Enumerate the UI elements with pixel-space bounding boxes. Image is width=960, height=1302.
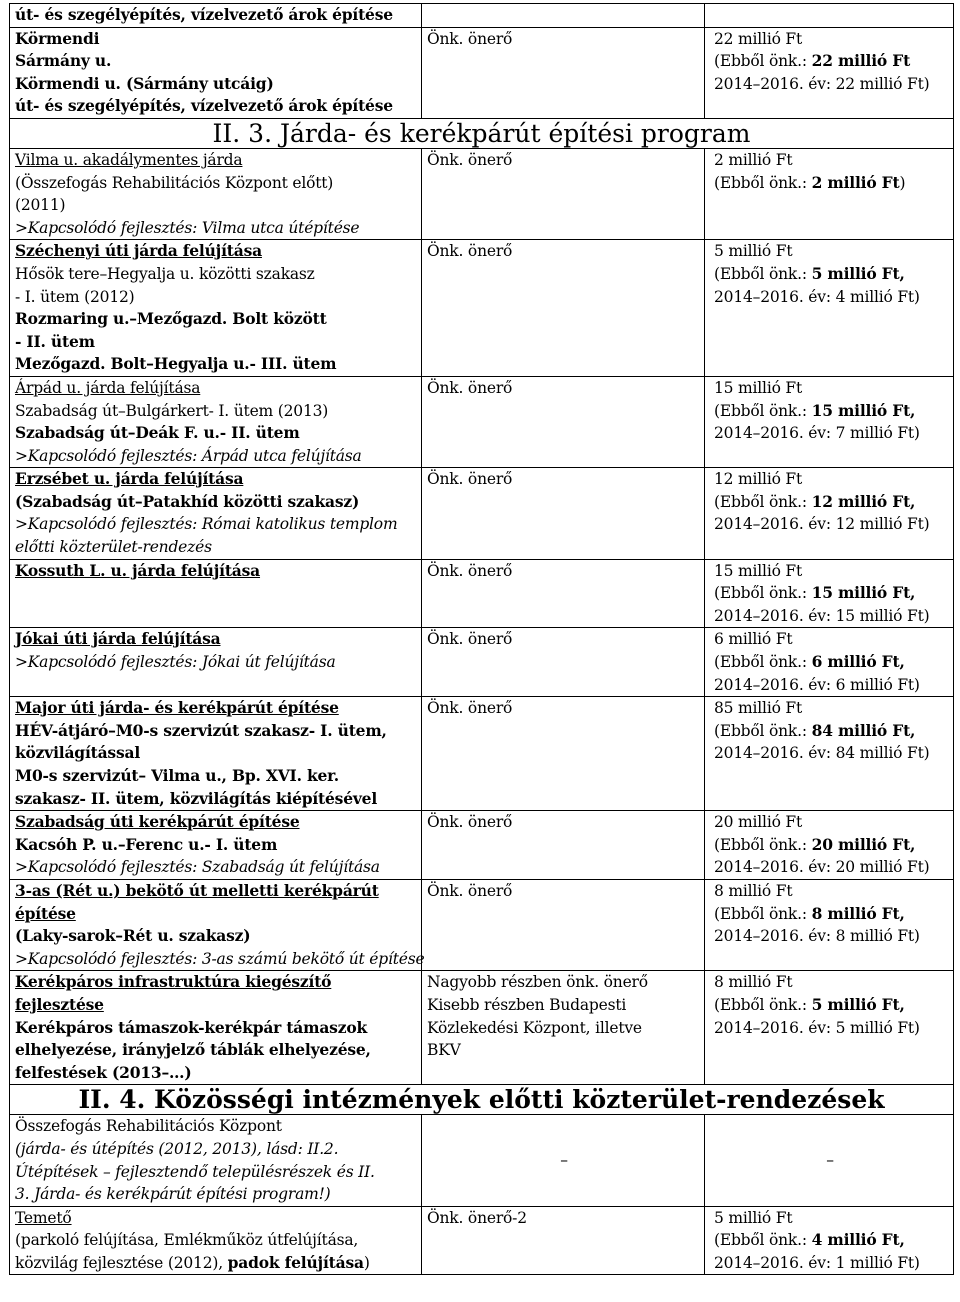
text-run: (járda- és útépítés (2012, 2013), lásd: II.2. (15, 1139, 339, 1158)
cell-line: Önk. önerő (427, 699, 513, 718)
table-row (10, 27, 954, 118)
funding-cell (422, 811, 705, 880)
text-run: Erzsébet u. járda felújítása (15, 469, 244, 489)
cell-line (714, 468, 950, 491)
table-row (10, 1115, 954, 1206)
cell-line (15, 1062, 418, 1085)
table-row (10, 376, 954, 467)
text-run: (Ebből önk.: (714, 52, 812, 71)
funding-cell (422, 468, 705, 559)
text-run: 2014–2016. év: 6 millió Ft) (714, 675, 920, 694)
text-run: HÉV-átjáró–M0-s szervizút szakasz- I. ütem, (15, 720, 387, 740)
text-run: előtti közterület-rendezés (15, 538, 212, 557)
development-plan-table (9, 3, 954, 1275)
text-run: Szabadság út–Bulgárkert- I. ütem (2013) (15, 401, 329, 420)
cell-line (15, 331, 418, 354)
text-run: (Ebből önk.: (714, 173, 812, 192)
cell-line (15, 1229, 418, 1252)
text-run: 2 millió Ft (714, 150, 793, 169)
cell-line (15, 377, 418, 400)
funding-cell (422, 971, 705, 1085)
cell-line (15, 468, 418, 491)
cell-line (15, 308, 418, 331)
cell-line (714, 1017, 950, 1040)
cell-line (15, 651, 418, 674)
text-run: (Ebből önk.: (714, 653, 812, 672)
text-run: felfestések (2013–…) (15, 1062, 192, 1082)
text-run: 3. Járda- és kerékpárút építési program!) (15, 1185, 331, 1204)
text-run: (Laky-sarok–Rét u. szakasz) (15, 926, 251, 946)
funding-cell (422, 376, 705, 467)
cell-line (714, 1252, 950, 1275)
text-run: Rozmaring u.–Mezőgazd. Bolt között (15, 309, 327, 329)
text-run: (2011) (15, 196, 66, 215)
text-run: Kerékpáros infrastruktúra kiegészítő (15, 972, 332, 992)
cell-line (714, 925, 950, 948)
text-run: 12 millió Ft, (811, 491, 916, 511)
cell-line (15, 1161, 418, 1184)
cell-line (714, 400, 950, 423)
text-run: >Kapcsolódó fejlesztés: Vilma utca útépítése (15, 218, 360, 237)
text-run: Szabadság úti kerékpárút építése (15, 812, 300, 832)
text-run: - II. ütem (15, 331, 95, 351)
text-run: 12 millió Ft (714, 470, 803, 489)
cell-line: Önk. önerő (427, 470, 513, 489)
text-run: 22 millió Ft (811, 51, 911, 71)
cost-cell (705, 27, 954, 118)
funding-cell (422, 559, 705, 628)
table-row (10, 4, 954, 28)
text-run: ) (899, 173, 906, 192)
text-run: >Kapcsolódó fejlesztés: Jókai út felújítása (15, 653, 336, 672)
cell-line (15, 491, 418, 514)
text-run: közvilág fejlesztése (2012), (15, 1253, 228, 1272)
text-run: (Összefogás Rehabilitációs Központ előtt) (15, 173, 334, 192)
cell-line: Önk. önerő (427, 150, 513, 169)
cell-line (15, 788, 418, 811)
cell-line (15, 1252, 418, 1275)
text-run: Mezőgazd. Bolt–Hegyalja u.- III. ütem (15, 354, 337, 374)
cell-line (15, 560, 418, 583)
cell-line (714, 491, 950, 514)
cell-line: Önk. önerő (427, 29, 513, 48)
cell-line (714, 720, 950, 743)
cost-cell (705, 628, 954, 697)
cell-line: Önk. önerő (427, 813, 513, 832)
cell-line (714, 560, 950, 583)
cost-cell (705, 697, 954, 811)
cell-line: út- és szegélyépítés, vízelvezető árok építése (15, 5, 393, 24)
cell-line (15, 811, 418, 834)
text-run: 2014–2016. év: 20 millió Ft) (714, 858, 930, 877)
funding-cell (422, 697, 705, 811)
text-run: Összefogás Rehabilitációs Központ (15, 1117, 282, 1136)
text-run: (Szabadság út–Patakhíd közötti szakasz) (15, 491, 360, 511)
cell-line (15, 903, 418, 926)
section-heading: II. 4. Közösségi intézmények előtti közterület-rendezések (10, 1085, 954, 1115)
cell-line (15, 353, 418, 376)
text-run: 15 millió Ft (714, 378, 803, 397)
cell-line (15, 445, 418, 468)
text-run: (Ebből önk.: (714, 401, 812, 420)
cell-line (15, 149, 418, 172)
cell-line (714, 605, 950, 628)
cost-cell (705, 879, 954, 970)
text-run: Kerékpáros támaszok-kerékpár támaszok (15, 1017, 367, 1037)
cell-line (15, 422, 418, 445)
table-row (10, 1206, 954, 1275)
cell-line (714, 811, 950, 834)
cost-cell (705, 1206, 954, 1275)
cell-line (15, 971, 418, 994)
funding-cell (422, 628, 705, 697)
cell-line: BKV (427, 1041, 461, 1060)
text-run: >Kapcsolódó fejlesztés: Árpád utca felújítása (15, 446, 362, 465)
project-cell (10, 376, 422, 467)
cell-line (15, 172, 418, 195)
text-run: 8 millió Ft (714, 973, 793, 992)
funding-cell (422, 27, 705, 118)
project-cell (10, 148, 422, 239)
text-run: (Ebből önk.: (714, 995, 812, 1014)
cell-line (15, 697, 418, 720)
text-run: 2014–2016. év: 7 millió Ft) (714, 424, 920, 443)
cost-cell: – (705, 1115, 954, 1206)
text-run: 2014–2016. év: 1 millió Ft) (714, 1253, 920, 1272)
text-run: 2 millió Ft (811, 172, 900, 192)
cell-line (714, 73, 950, 96)
text-run: fejlesztése (15, 994, 104, 1014)
text-run: Árpád u. járda felújítása (15, 378, 201, 397)
cell-line (714, 172, 950, 195)
text-run: 2014–2016. év: 84 millió Ft) (714, 744, 930, 763)
cell-line (714, 513, 950, 536)
text-run: 2014–2016. év: 12 millió Ft) (714, 515, 930, 534)
cell-line: Sármány u. (15, 51, 112, 71)
cell-line (15, 240, 418, 263)
cost-cell (705, 376, 954, 467)
project-cell (10, 468, 422, 559)
cost-cell (705, 4, 954, 28)
cell-line (15, 513, 418, 536)
text-run: (Ebből önk.: (714, 904, 812, 923)
cell-line: Önk. önerő (427, 378, 513, 397)
section-row-kozter (10, 1085, 954, 1115)
cell-line (15, 263, 418, 286)
text-run: padok felújítása (227, 1252, 364, 1272)
text-run: 20 millió Ft, (811, 834, 916, 854)
table-body (10, 4, 954, 1275)
cell-line (15, 925, 418, 948)
text-run: M0-s szervizút– Vilma u., Bp. XVI. ker. (15, 766, 339, 785)
project-cell (10, 971, 422, 1085)
text-run: 6 millió Ft, (811, 652, 905, 672)
cell-line (714, 1207, 950, 1230)
cell-line: Önk. önerő (427, 242, 513, 261)
text-run: (parkoló felújítása, Emlékműköz útfelújítása, (15, 1231, 359, 1250)
text-run: (Ebből önk.: (714, 264, 812, 283)
cell-line (15, 628, 418, 651)
cell-line: Körmendi (15, 28, 100, 48)
table-row (10, 811, 954, 880)
cell-line (714, 286, 950, 309)
cell-line (714, 263, 950, 286)
text-run: Temető (15, 1208, 72, 1227)
text-run: 5 millió Ft (714, 1208, 793, 1227)
text-run: (Ebből önk.: (714, 584, 812, 603)
cell-line: Kisebb részben Budapesti (427, 995, 627, 1014)
text-run: szakasz- II. ütem, közvilágítás kiépítésével (15, 788, 378, 808)
project-cell (10, 879, 425, 970)
cell-line (714, 582, 950, 605)
text-run: Szabadság út–Deák F. u.- II. ütem (15, 423, 300, 443)
text-run: 15 millió Ft, (811, 583, 916, 603)
project-cell (10, 559, 422, 628)
cost-cell (705, 811, 954, 880)
cell-line (15, 1115, 418, 1138)
cell-line (15, 880, 418, 903)
cell-line (714, 1229, 950, 1252)
cost-cell (705, 559, 954, 628)
project-cell (10, 697, 422, 811)
funding-cell (422, 240, 705, 377)
text-run: Jókai úti járda felújítása (15, 629, 221, 649)
text-run: 85 millió Ft (714, 699, 803, 718)
cell-line (15, 948, 425, 971)
text-run: 2014–2016. év: 4 millió Ft) (714, 287, 920, 306)
text-run: Kossuth L. u. járda felújítása (15, 560, 261, 580)
cell-line (714, 834, 950, 857)
cell-line (15, 765, 418, 788)
text-run: 8 millió Ft (714, 881, 793, 900)
text-run: 2014–2016. év: 15 millió Ft) (714, 606, 930, 625)
funding-cell: – (422, 1115, 705, 1206)
cell-line (714, 651, 950, 674)
table-row (10, 971, 954, 1085)
cell-line: Önk. önerő (427, 881, 513, 900)
text-run: 20 millió Ft (714, 813, 803, 832)
cell-line: Önk. önerő-2 (427, 1208, 527, 1227)
cell-line (15, 1039, 418, 1062)
text-run: (Ebből önk.: (714, 721, 812, 740)
funding-cell (422, 4, 705, 28)
text-run: 5 millió Ft, (811, 263, 905, 283)
cell-line (15, 1138, 418, 1161)
text-run: (Ebből önk.: (714, 835, 812, 854)
cell-line (15, 1207, 418, 1230)
cell-line (15, 742, 418, 765)
text-run: Széchenyi úti járda felújítása (15, 241, 262, 261)
text-run: közvilágítással (15, 743, 141, 763)
cell-line (15, 1017, 418, 1040)
table-row (10, 879, 954, 970)
cell-line (15, 834, 418, 857)
project-cell (10, 1206, 422, 1275)
table-row (10, 559, 954, 628)
text-run: (Ebből önk.: (714, 1231, 812, 1250)
cell-line (714, 880, 950, 903)
cell-line (714, 50, 950, 73)
text-run: Hősök tere–Hegyalja u. közötti szakasz (15, 264, 315, 283)
cell-line (714, 742, 950, 765)
section-heading: II. 3. Járda- és kerékpárút építési program (10, 118, 954, 148)
funding-cell (422, 148, 705, 239)
cell-line (714, 28, 950, 51)
cell-line: Önk. önerő (427, 630, 513, 649)
text-run: 15 millió Ft (714, 561, 803, 580)
cost-cell (705, 971, 954, 1085)
text-run: 5 millió Ft (714, 242, 793, 261)
project-cell (10, 240, 422, 377)
text-run: (Ebből önk.: (714, 492, 812, 511)
cell-line: Körmendi u. (Sármány utcáig) (15, 73, 274, 93)
project-cell (10, 27, 422, 118)
cell-line (15, 286, 418, 309)
cost-cell (705, 240, 954, 377)
text-run: 3-as (Rét u.) bekötő út melletti kerékpárút (15, 880, 379, 900)
funding-cell (422, 879, 705, 970)
cell-line (15, 994, 418, 1017)
cell-line (714, 674, 950, 697)
cell-line: Önk. önerő (427, 561, 513, 580)
cell-line (15, 400, 418, 423)
text-run: elhelyezése, irányjelző táblák elhelyezése, (15, 1040, 371, 1060)
table-row (10, 697, 954, 811)
cell-line (15, 536, 418, 559)
text-run: Vilma u. akadálymentes járda (15, 150, 243, 169)
project-cell (10, 811, 422, 880)
cell-line (15, 720, 418, 743)
text-run: ) (363, 1253, 370, 1272)
text-run: >Kapcsolódó fejlesztés: 3-as számú bekötő út építése (15, 949, 425, 968)
text-run: 6 millió Ft (714, 630, 793, 649)
cell-line (15, 217, 418, 240)
text-run: 5 millió Ft, (811, 994, 905, 1014)
text-run: 2014–2016. év: 8 millió Ft) (714, 927, 920, 946)
cell-line (714, 971, 950, 994)
text-run: 8 millió Ft, (811, 903, 905, 923)
text-run: 2014–2016. év: 22 millió Ft) (714, 74, 930, 93)
table-row (10, 148, 954, 239)
project-cell (10, 628, 422, 697)
table-row (10, 240, 954, 377)
cell-line: Nagyobb részben önk. önerő (427, 973, 648, 992)
text-run: 84 millió Ft, (811, 720, 916, 740)
cell-line (714, 628, 950, 651)
cell-line (714, 856, 950, 879)
funding-cell (422, 1206, 705, 1275)
cost-cell (705, 148, 954, 239)
project-cell (10, 1115, 422, 1206)
cost-cell (705, 468, 954, 559)
text-run: - I. ütem (2012) (15, 287, 135, 306)
text-run: 22 millió Ft (714, 29, 803, 48)
cell-line: út- és szegélyépítés, vízelvezető árok építése (15, 96, 393, 116)
text-run: >Kapcsolódó fejlesztés: Szabadság út felújítása (15, 858, 380, 877)
table-row (10, 628, 954, 697)
cell-line (714, 994, 950, 1017)
text-run: 15 millió Ft, (811, 400, 916, 420)
project-cell (10, 4, 422, 28)
text-run: építése (15, 903, 76, 923)
text-run: Kacsóh P. u.–Ferenc u.- I. ütem (15, 834, 278, 854)
text-run: 4 millió Ft, (811, 1230, 905, 1250)
text-run: Útépítések – fejlesztendő településrészek és II. (15, 1162, 375, 1181)
cell-line (714, 240, 950, 263)
section-row-jarda (10, 118, 954, 148)
cell-line (714, 903, 950, 926)
text-run: 2014–2016. év: 5 millió Ft) (714, 1018, 920, 1037)
cell-line (15, 194, 418, 217)
text-run: Major úti járda- és kerékpárút építése (15, 698, 339, 718)
cell-line: Közlekedési Központ, illetve (427, 1018, 642, 1037)
cell-line (714, 697, 950, 720)
cell-line (714, 149, 950, 172)
cell-line (714, 377, 950, 400)
cell-line (15, 856, 418, 879)
cell-line (714, 422, 950, 445)
cell-line (15, 1183, 418, 1206)
text-run: >Kapcsolódó fejlesztés: Római katolikus templom (15, 515, 398, 534)
table-row (10, 468, 954, 559)
